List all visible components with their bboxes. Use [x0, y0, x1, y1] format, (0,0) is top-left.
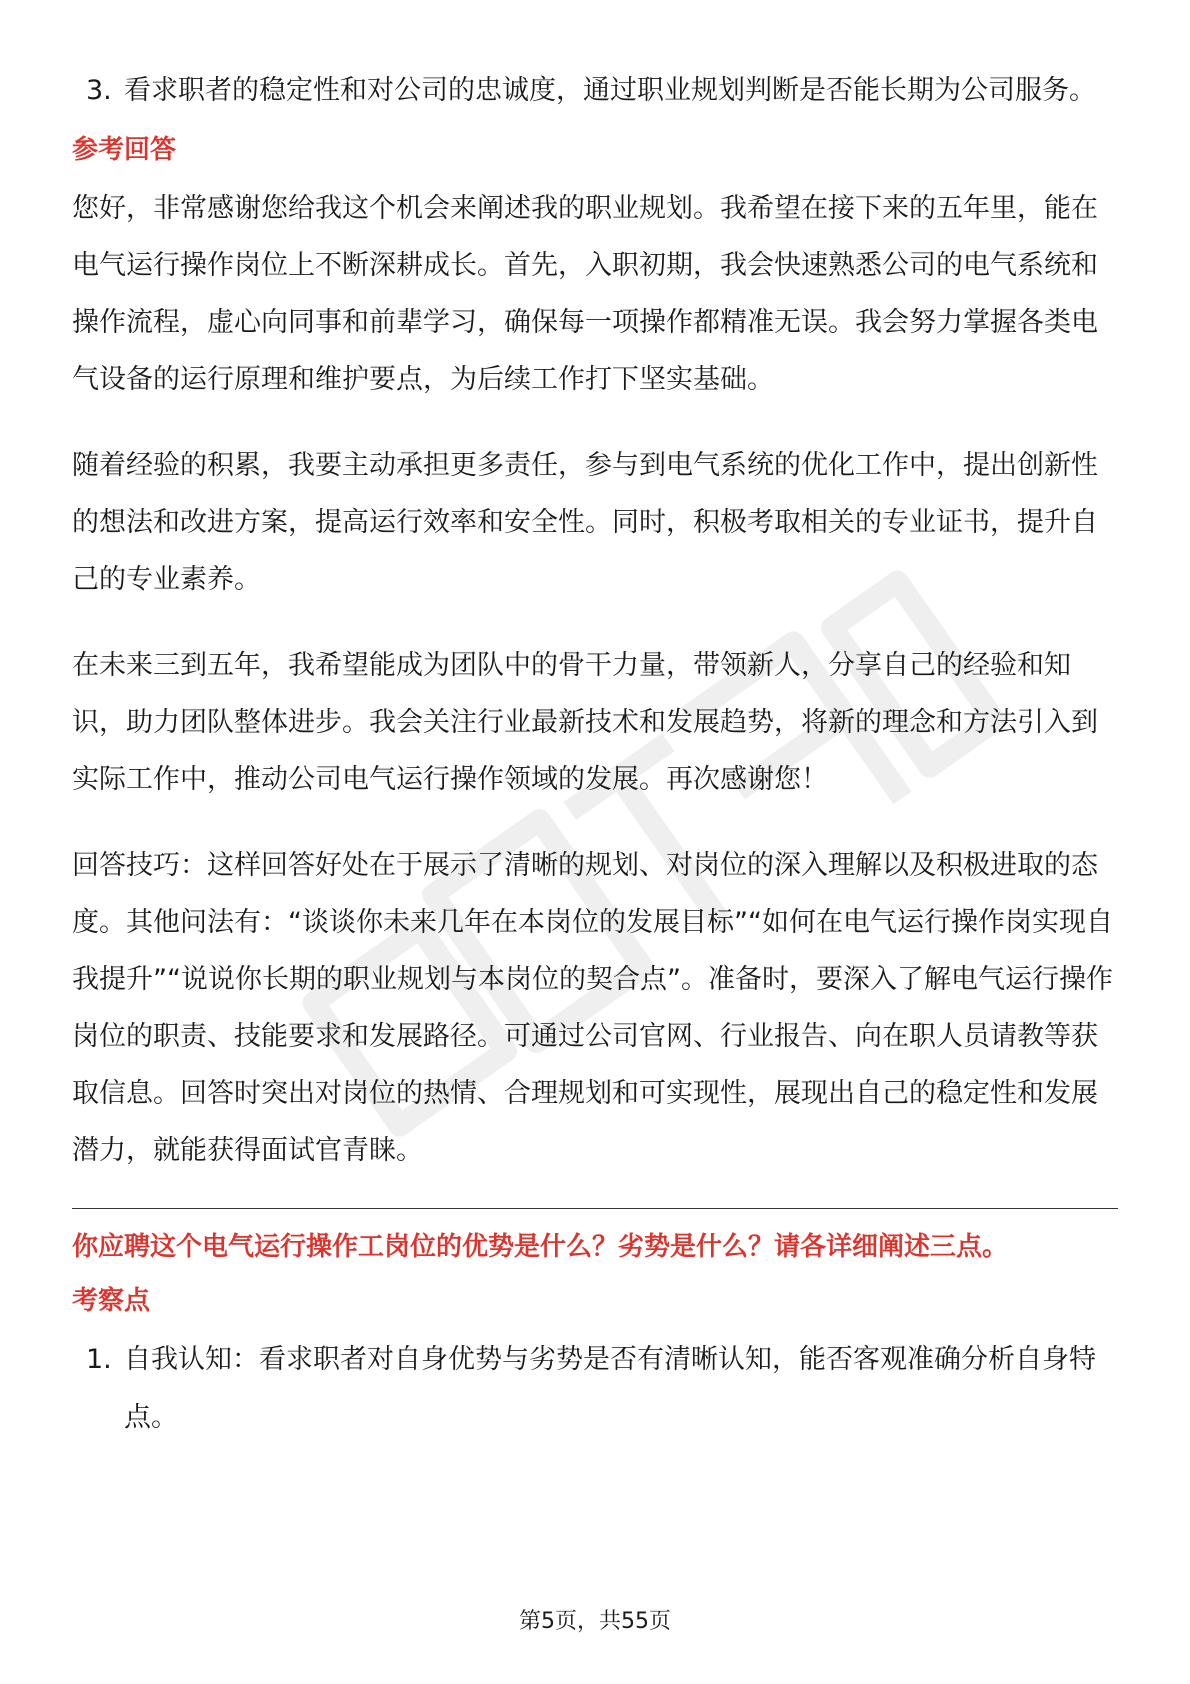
answer-paragraph-2: 随着经验的积累，我要主动承担更多责任，参与到电气系统的优化工作中，提出创新性的想法和改进方案，提高运行效率和安全性。同时，积极考取相关的专业证书，提升自己的专业素养。 — [72, 450, 1098, 595]
list-text: 看求职者的稳定性和对公司的忠诚度，通过职业规划判断是否能长期为公司服务。 — [124, 75, 1096, 106]
section-divider — [72, 1208, 1118, 1209]
question-title: 你应聘这个电气运行操作工岗位的优势是什么？劣势是什么？请各详细阐述三点。 — [72, 1232, 1009, 1262]
assessment-label: 考察点 — [72, 1286, 151, 1316]
answer-tips-paragraph: 回答技巧：这样回答好处在于展示了清晰的规划、对岗位的深入理解以及积极进取的态度。其他问法有：“谈谈你未来几年在本岗位的发展目标”“如何在电气运行操作岗实现自我提升”“说说你长期的职业规划与本岗位的契合点”。准备时，要深入了解电气运行操作岗位的职责、技能要求和发展路径。可通过公司官网、行业报告、向在职人员请教等获取信息。回答时突出对岗位的热情、合理规划和可实现性，展现出自己的稳定性和发展潜力，就能获得面试官青睐。 — [72, 850, 1113, 1166]
list-text: 自我认知：看求职者对自身优势与劣势是否有清晰认知，能否客观准确分析自身特点。 — [124, 1344, 1096, 1433]
list-number: 3. — [86, 75, 112, 106]
list-item — [86, 1331, 1118, 1447]
page-number: 第5页，共55页 — [519, 1609, 671, 1634]
list-number: 1. — [86, 1344, 112, 1375]
answer-paragraph-1: 您好，非常感谢您给我这个机会来阐述我的职业规划。我希望在接下来的五年里，能在电气运行操作岗位上不断深耕成长。首先，入职初期，我会快速熟悉公司的电气系统和操作流程，虚心向同事和前辈学习，确保每一项操作都精准无误。我会努力掌握各类电气设备的运行原理和维护要点，为后续工作打下坚实基础。 — [72, 193, 1098, 395]
list-item — [86, 62, 1118, 120]
document-page — [72, 62, 1118, 1447]
answer-paragraph-3: 在未来三到五年，我希望能成为团队中的骨干力量，带领新人，分享自己的经验和知识，助力团队整体进步。我会关注行业最新技术和发展趋势，将新的理念和方法引入到实际工作中，推动公司电气运行操作领域的发展。再次感谢您！ — [72, 650, 1098, 795]
answer-label: 参考回答 — [72, 135, 177, 165]
